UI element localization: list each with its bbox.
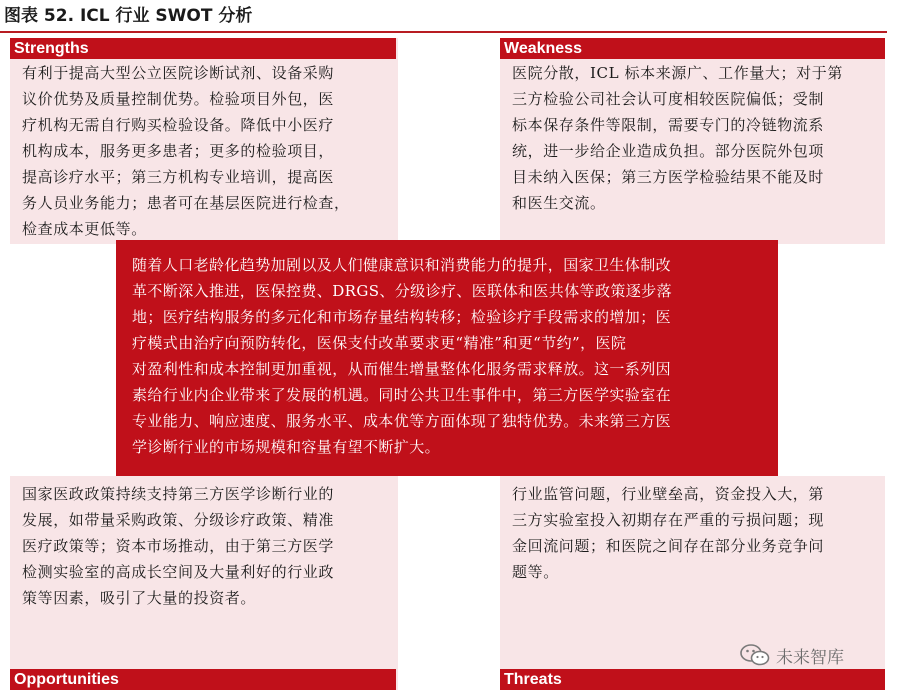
center-summary-box (116, 240, 778, 476)
opportunities-text: 国家医政政策持续支持第三方医学诊断行业的 发展，如带量采购政策、分级诊疗政策、精准 医疗政策等；资本市场推动，由于第三方医学 检测实验室的高成长空间及大量利好的行业政 策等因素，吸引了大量的投资者。 (22, 485, 335, 607)
threats-header: Threats (500, 669, 885, 690)
weakness-text: 医院分散，ICL 标本来源广、工作量大；对于第 三方检验公司社会认可度相较医院偏低；受制 标本保存条件等限制，需要专门的冷链物流系 统，进一步给企业造成负担。部分医院外包项 目未纳入医保；第三方医学检验结果不能及时 和医生交流。 (512, 64, 843, 212)
wechat-icon (740, 643, 770, 667)
watermark-text: 未来智库 (776, 647, 844, 668)
threats-text: 行业监管问题，行业壁垒高，资金投入大，第 三方实验室投入初期存在严重的亏损问题；现 金回流问题；和医院之间存在部分业务竞争问 题等。 (512, 485, 825, 581)
title-rule (0, 31, 887, 33)
watermark (740, 640, 844, 670)
opportunities-header: Opportunities (10, 669, 396, 690)
strengths-text: 有利于提高大型公立医院诊断试剂、设备采购 议价优势及质量控制优势。检验项目外包，医 疗机构无需自行购买检验设备。降低中小医疗 机构成本，服务更多患者；更多的检验项目， 提高诊疗水平；第三方机构专业培训，提高医 务人员业务能力；患者可在基层医院进行检查， 检查成本更低等。 (22, 64, 350, 238)
strengths-header: Strengths (10, 38, 396, 59)
center-summary-text: 随着人口老龄化趋势加剧以及人们健康意识和消费能力的提升，国家卫生体制改 革不断深入推进，医保控费、DRGS、分级诊疗、医联体和医共体等政策逐步落 地；医疗结构服务的多元化和市场存量结构转移；检验诊疗手段需求的增加；医 疗模式由治疗向预防转化，医保支付改革要求更“精准”和更“节约”，医院 对盈利性和成本控制更加重视，从而催生增量整体化服务需求释放。这一系列因 素给行业内企业带来了发展的机遇。同时公共卫生事件中，第三方医学实验室在 专业能力、响应速度、服务水平、成本优等方面体现了独特优势。未来第三方医 学诊断行业的市场规模和容量有望不断扩大。 (132, 256, 672, 456)
weakness-header: Weakness (500, 38, 885, 59)
figure-title: 图表 52. ICL 行业 SWOT 分析 (4, 6, 253, 26)
